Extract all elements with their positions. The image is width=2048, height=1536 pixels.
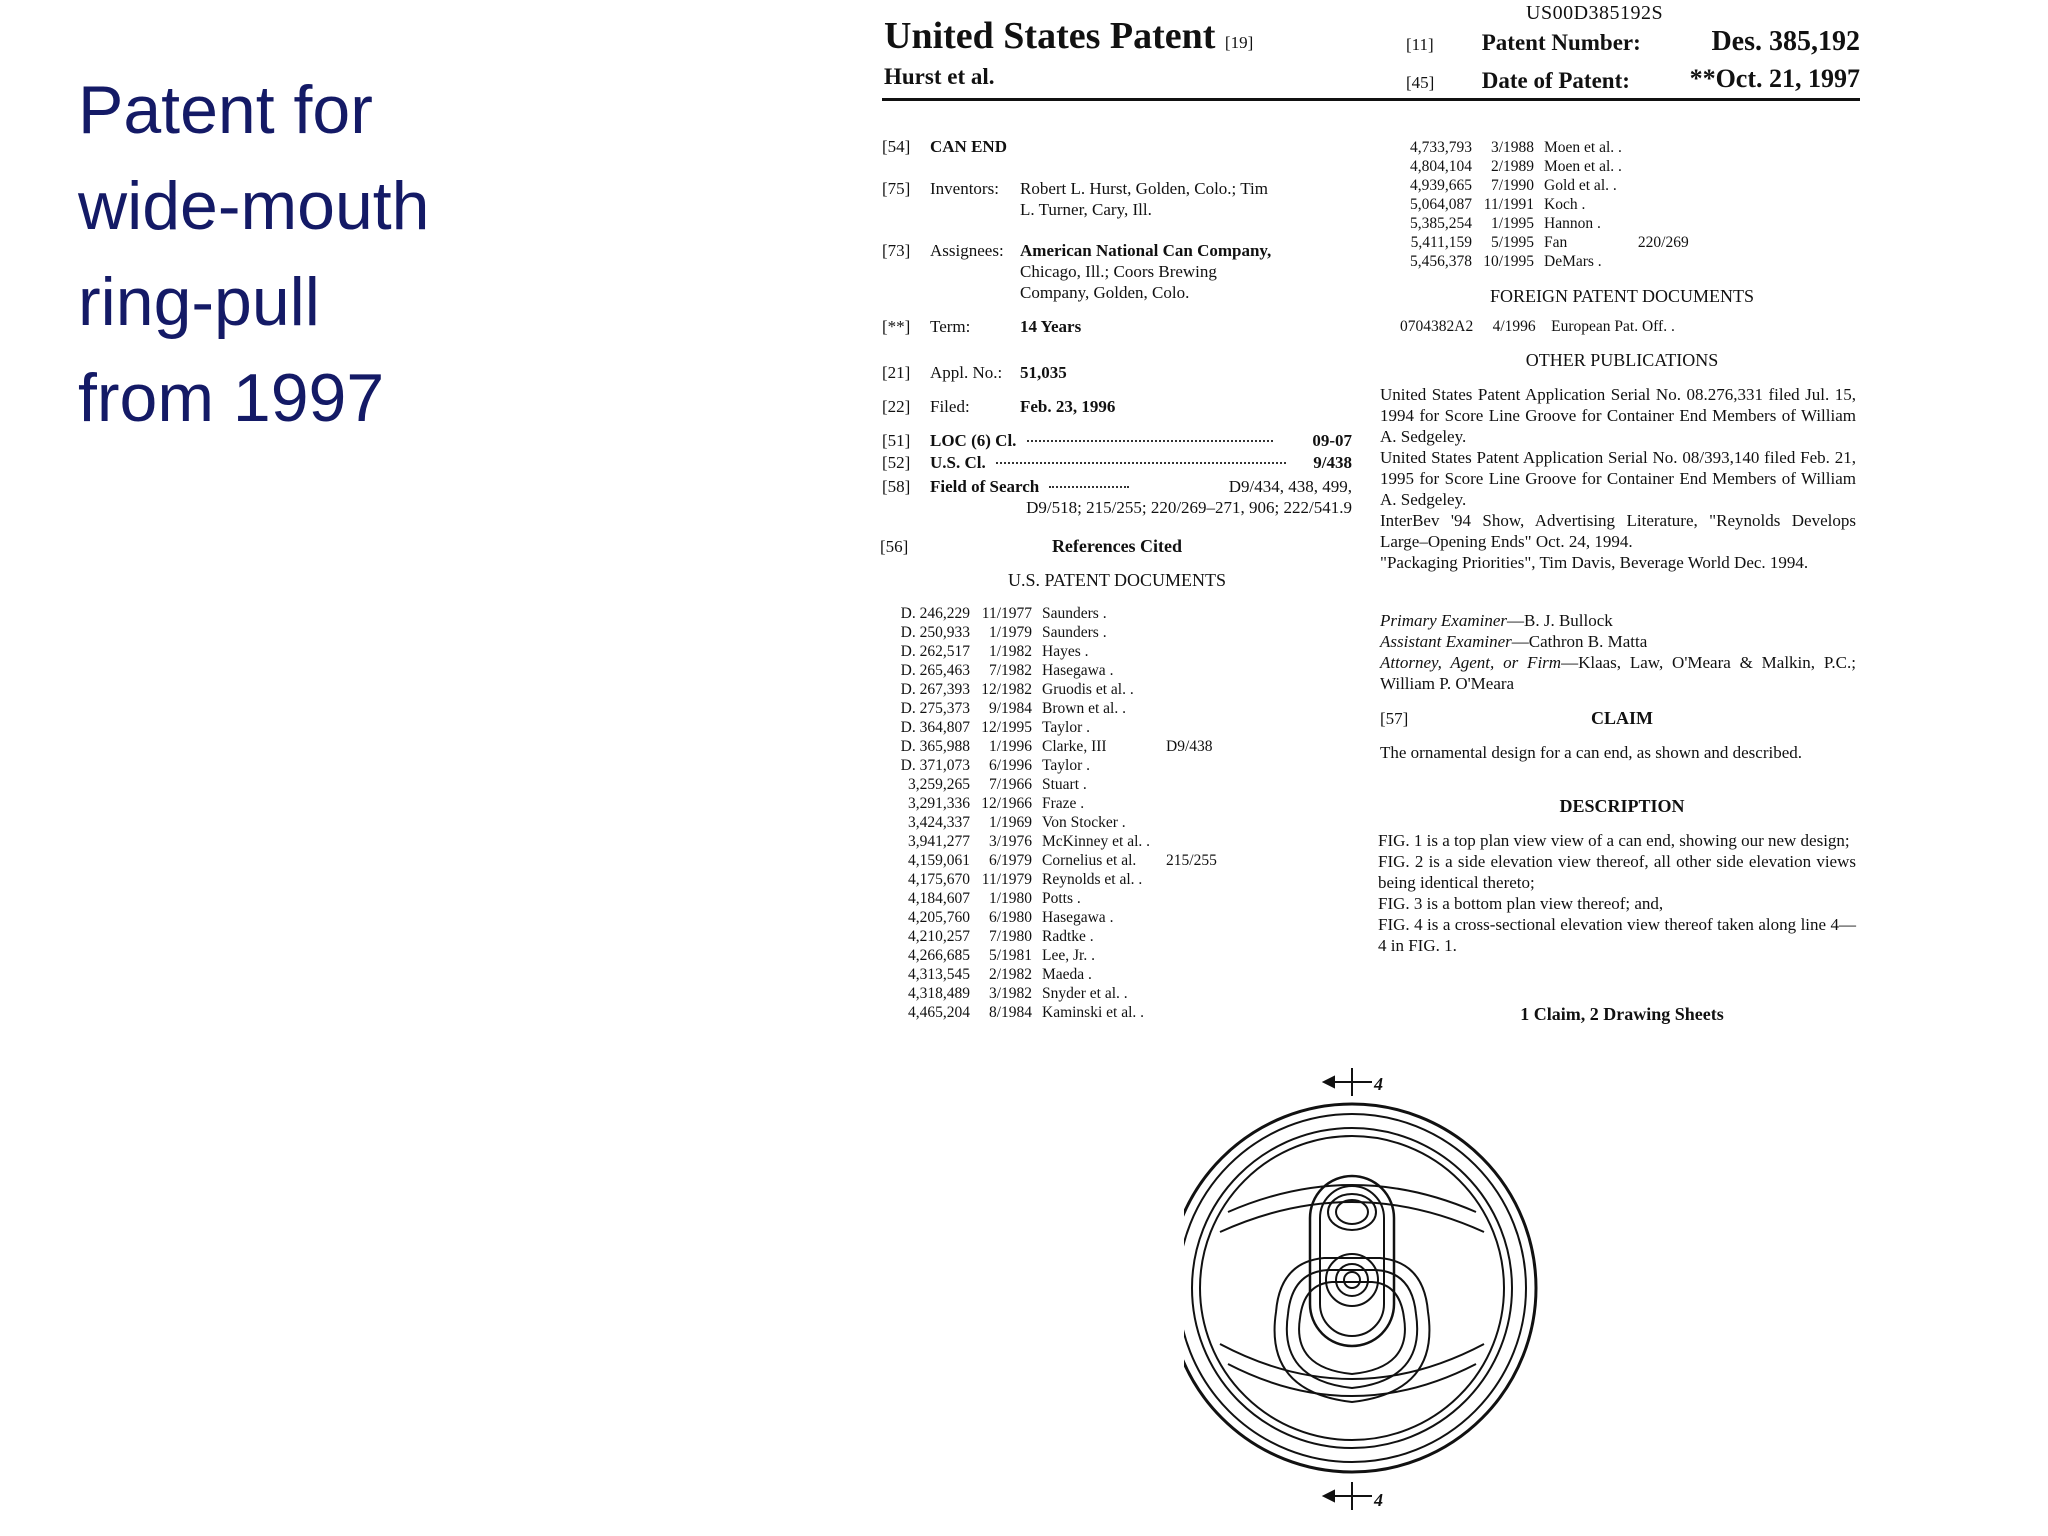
citation-date: 1/1969 <box>988 814 1032 831</box>
citation-date: 7/1980 <box>988 928 1032 945</box>
citation-class <box>1156 680 1223 699</box>
field-filed <box>882 396 1115 417</box>
citation-date: 1/1979 <box>988 624 1032 641</box>
tab-finger-hole-inner <box>1336 1200 1368 1224</box>
citation-number: 4,313,545 <box>908 966 970 983</box>
citation-date: 3/1982 <box>988 985 1032 1002</box>
citation-date: 12/1995 <box>981 719 1032 736</box>
citation-number: 4,939,665 <box>1410 177 1472 194</box>
citation-name: Hayes . <box>1042 643 1089 660</box>
claim-code: [57] <box>1380 709 1409 728</box>
citation-row <box>882 756 1223 775</box>
citation-class <box>1628 157 1695 176</box>
field-label: U.S. Cl. <box>930 453 986 472</box>
citation-name: Moen et al. . <box>1544 139 1622 156</box>
patent-number-row <box>1406 26 1860 57</box>
citation-date: 1/1996 <box>988 738 1032 755</box>
citation-number: 4,205,760 <box>908 909 970 926</box>
attorney <box>1380 652 1856 694</box>
citation-row <box>882 813 1223 832</box>
opening-outline <box>1275 1258 1430 1402</box>
citation-class <box>1156 984 1223 1003</box>
citation-date: 12/1982 <box>981 681 1032 698</box>
citation-class <box>1156 832 1223 851</box>
field-code: [75] <box>882 179 911 198</box>
can-rim-outer <box>1184 1104 1536 1472</box>
citation-date: 3/1988 <box>1490 139 1534 156</box>
citation-class <box>1156 813 1223 832</box>
citation-row <box>882 1003 1223 1022</box>
citation-name: Gold et al. . <box>1544 177 1617 194</box>
inventors-line: Robert L. Hurst, Golden, Colo.; Tim <box>1020 179 1268 198</box>
us-docs-table <box>882 604 1223 1022</box>
field-inventors <box>882 178 1268 199</box>
citation-name: Taylor . <box>1042 757 1090 774</box>
foreign-doc-date: 4/1996 <box>1492 318 1536 335</box>
primary-examiner <box>1380 610 1613 631</box>
rivet-inner <box>1336 1264 1368 1296</box>
field-search <box>882 476 1352 497</box>
citation-class <box>1156 661 1223 680</box>
field-uscl <box>882 452 1352 473</box>
field-label: Field of Search <box>930 477 1040 496</box>
citation-name: Lee, Jr. . <box>1042 947 1095 964</box>
citation-name: Cornelius et al. <box>1042 852 1137 869</box>
citation-date: 5/1995 <box>1490 234 1534 251</box>
publication: "Packaging Priorities", Tim Davis, Beverage World Dec. 1994. <box>1380 553 1809 572</box>
citation-name: DeMars . <box>1544 253 1602 270</box>
slide-title-line: Patent for <box>78 72 373 148</box>
citation-name: Reynolds et al. . <box>1042 871 1143 888</box>
dot-leader <box>1049 486 1129 488</box>
field-value: 51,035 <box>1020 363 1067 382</box>
claim-text: The ornamental design for a can end, as shown and described. <box>1380 743 1803 762</box>
citation-number: 4,804,104 <box>1410 158 1472 175</box>
citation-row <box>882 984 1223 1003</box>
citation-number: D. 267,393 <box>900 681 970 698</box>
citation-date: 3/1976 <box>988 833 1032 850</box>
citation-row <box>1384 195 1695 214</box>
field-label: Assignees: <box>930 241 1004 260</box>
citation-row <box>1384 214 1695 233</box>
citation-class <box>1156 794 1223 813</box>
citation-row <box>1384 176 1695 195</box>
citation-row <box>882 623 1223 642</box>
description-title: DESCRIPTION <box>1559 796 1685 816</box>
citation-date: 7/1990 <box>1490 177 1534 194</box>
citation-date: 1/1982 <box>988 643 1032 660</box>
field-code: [22] <box>882 397 911 416</box>
citation-number: D. 246,229 <box>900 605 970 622</box>
citation-name: Radtke . <box>1042 928 1094 945</box>
field-value: 09-07 <box>1312 431 1352 450</box>
invention-title: CAN END <box>930 137 1007 156</box>
citation-name: Hannon . <box>1544 215 1601 232</box>
field-value: —Klaas, Law, O'Meara & Malkin, P.C.; William P. O'Meara <box>1380 653 1856 693</box>
patent-title <box>884 14 1253 58</box>
field-title <box>882 136 1007 157</box>
citation-name: Saunders . <box>1042 624 1107 641</box>
citation-number: 5,064,087 <box>1410 196 1472 213</box>
citation-class <box>1156 870 1223 889</box>
description <box>1378 830 1856 956</box>
patent-document <box>870 0 1870 1536</box>
citation-class: D9/438 <box>1166 738 1213 755</box>
citation-class <box>1156 965 1223 984</box>
citation-number: 5,385,254 <box>1410 215 1472 232</box>
citation-row <box>882 965 1223 984</box>
foreign-doc-office: European Pat. Off. . <box>1551 318 1675 335</box>
other-pubs <box>1380 384 1856 573</box>
citation-name: Hasegawa . <box>1042 662 1114 679</box>
citation-date: 2/1989 <box>1490 158 1534 175</box>
refs-code: [56] <box>880 537 909 556</box>
patent-number-code: [11] <box>1406 35 1434 54</box>
patent-title-text: United States Patent <box>884 15 1216 57</box>
field-label: LOC (6) Cl. <box>930 431 1017 450</box>
citation-name: Kaminski et al. . <box>1042 1004 1145 1021</box>
field-code: [21] <box>882 363 911 382</box>
can-end-drawing <box>1184 1062 1564 1512</box>
field-search-cont: D9/518; 215/255; 220/269–271, 906; 222/541.9 <box>1026 498 1352 517</box>
refs-title: References Cited <box>1051 536 1183 556</box>
citation-class <box>1156 946 1223 965</box>
publication: InterBev '94 Show, Advertising Literature, "Reynolds Develops Large–Opening Ends" Oct. 24, 1994. <box>1380 511 1856 551</box>
field-code: [**] <box>882 317 911 336</box>
citation-number: D. 365,988 <box>900 738 970 755</box>
citation-date: 7/1982 <box>988 662 1032 679</box>
us-docs-cont-list <box>1384 138 1695 271</box>
field-label: Appl. No.: <box>930 363 1003 382</box>
citation-row <box>882 870 1223 889</box>
citation-name: Snyder et al. . <box>1042 985 1128 1002</box>
citation-number: 3,424,337 <box>908 814 970 831</box>
citation-class <box>1156 775 1223 794</box>
citation-date: 6/1979 <box>988 852 1032 869</box>
score-line <box>1228 1185 1476 1212</box>
citation-date: 9/1984 <box>988 700 1032 717</box>
citation-row <box>882 851 1223 870</box>
citation-number: D. 250,933 <box>900 624 970 641</box>
citation-date: 11/1979 <box>981 871 1032 888</box>
patent-date-label: Date of Patent: <box>1481 68 1630 93</box>
description-item: FIG. 4 is a cross-sectional elevation view thereof taken along line 4—4 in FIG. 1. <box>1378 915 1856 955</box>
citation-name: Moen et al. . <box>1544 158 1622 175</box>
citation-date: 1/1980 <box>988 890 1032 907</box>
patent-number-label: Patent Number: <box>1481 30 1641 55</box>
citation-row <box>882 642 1223 661</box>
citation-number: D. 364,807 <box>900 719 970 736</box>
citation-row <box>882 718 1223 737</box>
section-label: 4 <box>1374 1074 1383 1094</box>
field-value: 9/438 <box>1313 453 1352 472</box>
field-value: —B. J. Bullock <box>1507 611 1613 630</box>
citation-name: Gruodis et al. . <box>1042 681 1134 698</box>
citation-name: Koch . <box>1544 196 1586 213</box>
dot-leader <box>996 462 1286 464</box>
citation-name: Potts . <box>1042 890 1081 907</box>
citation-row <box>882 775 1223 794</box>
header-rule <box>882 98 1860 101</box>
citation-class <box>1156 1003 1223 1022</box>
citation-date: 7/1966 <box>988 776 1032 793</box>
citation-name: Hasegawa . <box>1042 909 1114 926</box>
citation-row <box>1384 138 1695 157</box>
citation-class <box>1628 252 1695 271</box>
citation-class <box>1156 756 1223 775</box>
citation-class <box>1156 604 1223 623</box>
description-item: FIG. 2 is a side elevation view thereof, all other side elevation views being identical thereto; <box>1378 852 1856 892</box>
citation-class <box>1156 927 1223 946</box>
us-docs-cont-table <box>1384 138 1695 271</box>
citation-row <box>882 832 1223 851</box>
foreign-doc <box>1400 318 1675 336</box>
citation-name: McKinney et al. . <box>1042 833 1151 850</box>
citation-row <box>882 604 1223 623</box>
citation-name: Taylor . <box>1042 719 1090 736</box>
citation-date: 6/1996 <box>988 757 1032 774</box>
citation-class <box>1156 718 1223 737</box>
document-id: US00D385192S <box>1526 2 1664 24</box>
other-pubs-title: OTHER PUBLICATIONS <box>1525 350 1719 370</box>
citation-date: 8/1984 <box>988 1004 1032 1021</box>
citation-name: Von Stocker . <box>1042 814 1126 831</box>
citation-class <box>1156 642 1223 661</box>
rivet-center <box>1344 1272 1360 1288</box>
section-label: 4 <box>1374 1490 1383 1510</box>
citation-date: 2/1982 <box>988 966 1032 983</box>
citation-row <box>882 737 1223 756</box>
citation-class <box>1628 214 1695 233</box>
citation-number: 4,184,607 <box>908 890 970 907</box>
slide-title-line: wide-mouth <box>78 168 430 244</box>
assignees-line: American National Can Company, <box>1020 241 1272 260</box>
citation-number: 5,456,378 <box>1410 253 1472 270</box>
citation-class: 215/255 <box>1166 852 1217 869</box>
citation-name: Brown et al. . <box>1042 700 1126 717</box>
citation-name: Maeda . <box>1042 966 1092 983</box>
citation-number: 4,175,670 <box>908 871 970 888</box>
citation-row <box>882 699 1223 718</box>
description-item: FIG. 1 is a top plan view view of a can end, showing our new design; <box>1378 831 1850 850</box>
citation-class <box>1628 138 1695 157</box>
citation-row <box>882 680 1223 699</box>
citation-class: 220/269 <box>1637 234 1689 251</box>
patent-number: Des. 385,192 <box>1711 26 1860 57</box>
slide-title <box>78 62 538 446</box>
patent-date-code: [45] <box>1406 73 1435 92</box>
citation-number: 3,259,265 <box>908 776 970 793</box>
slide-title-line: ring-pull <box>78 264 320 340</box>
citation-number: 5,411,159 <box>1410 234 1472 251</box>
citation-row <box>1384 233 1695 252</box>
patent-date: **Oct. 21, 1997 <box>1689 64 1860 93</box>
slide-title-line: from 1997 <box>78 360 385 436</box>
field-term <box>882 316 1081 337</box>
field-label: Term: <box>930 317 971 336</box>
dot-leader <box>1027 440 1273 442</box>
field-label: Inventors: <box>930 179 999 198</box>
citation-number: D. 371,073 <box>900 757 970 774</box>
field-value: —Cathron B. Matta <box>1511 632 1648 651</box>
section-arrow <box>1324 1077 1334 1087</box>
citation-number: 4,318,489 <box>908 985 970 1002</box>
field-label: Primary Examiner <box>1380 611 1508 630</box>
claim-title: CLAIM <box>1591 708 1653 728</box>
citation-class <box>1156 889 1223 908</box>
citation-class <box>1156 908 1223 927</box>
field-code: [54] <box>882 137 911 156</box>
citation-row <box>882 661 1223 680</box>
foreign-doc-number: 0704382A2 <box>1400 318 1474 335</box>
inventors-line: L. Turner, Cary, Ill. <box>1020 200 1152 219</box>
us-docs-list <box>882 604 1223 1022</box>
assignees-line: Chicago, Ill.; Coors Brewing <box>1020 262 1217 281</box>
field-code: [58] <box>882 477 911 496</box>
citation-class <box>1156 699 1223 718</box>
assignees-line: Company, Golden, Colo. <box>1020 283 1190 302</box>
citation-number: 3,291,336 <box>908 795 970 812</box>
citation-row <box>882 946 1223 965</box>
citation-name: Clarke, III <box>1042 738 1107 755</box>
citation-number: 4,266,685 <box>908 947 970 964</box>
claims-summary: 1 Claim, 2 Drawing Sheets <box>1520 1004 1724 1024</box>
patent-title-code: [19] <box>1224 33 1254 52</box>
field-code: [51] <box>882 431 911 450</box>
patent-date-row <box>1406 64 1860 94</box>
field-label: Attorney, Agent, or Firm <box>1380 653 1562 672</box>
citation-number: 4,159,061 <box>908 852 970 869</box>
us-docs-title: U.S. PATENT DOCUMENTS <box>1007 570 1227 590</box>
citation-class <box>1628 195 1695 214</box>
citation-row <box>1384 252 1695 271</box>
section-arrow <box>1324 1491 1334 1501</box>
citation-row <box>882 889 1223 908</box>
field-value: Feb. 23, 1996 <box>1020 397 1116 416</box>
citation-number: D. 265,463 <box>900 662 970 679</box>
citation-date: 5/1981 <box>988 947 1032 964</box>
citation-number: D. 262,517 <box>900 643 970 660</box>
description-item: FIG. 3 is a bottom plan view thereof; and, <box>1378 894 1664 913</box>
citation-name: Saunders . <box>1042 605 1107 622</box>
field-label: Filed: <box>930 397 970 416</box>
citation-date: 11/1977 <box>981 605 1032 622</box>
citation-date: 11/1991 <box>1483 196 1534 213</box>
citation-row <box>882 927 1223 946</box>
field-code: [52] <box>882 453 911 472</box>
citation-class <box>1156 623 1223 642</box>
publication: United States Patent Application Serial No. 08.276,331 filed Jul. 15, 1994 for Score Line Groove for Container End Members of William A. Sedgeley. <box>1380 385 1856 446</box>
rivet <box>1326 1254 1378 1306</box>
foreign-title: FOREIGN PATENT DOCUMENTS <box>1489 286 1755 306</box>
field-value: 14 Years <box>1020 317 1082 336</box>
field-code: [73] <box>882 241 911 260</box>
publication: United States Patent Application Serial No. 08/393,140 filed Feb. 21, 1995 for Score Line Groove for Container End Members of William A. Sedgeley. <box>1380 448 1856 509</box>
citation-date: 1/1995 <box>1490 215 1534 232</box>
citation-number: 4,465,204 <box>908 1004 970 1021</box>
field-assignees <box>882 240 1271 261</box>
citation-row <box>1384 157 1695 176</box>
citation-row <box>882 794 1223 813</box>
citation-number: 4,210,257 <box>908 928 970 945</box>
citation-number: D. 275,373 <box>900 700 970 717</box>
citation-name: Fan <box>1544 234 1568 251</box>
citation-date: 6/1980 <box>988 909 1032 926</box>
score-line <box>1220 1202 1484 1232</box>
field-value: D9/434, 438, 499, <box>1228 477 1352 496</box>
field-appl <box>882 362 1067 383</box>
citation-row <box>882 908 1223 927</box>
assistant-examiner <box>1380 631 1647 652</box>
citation-class <box>1628 176 1695 195</box>
citation-date: 12/1966 <box>981 795 1032 812</box>
pull-tab-inner <box>1320 1186 1384 1336</box>
citation-number: 3,941,277 <box>908 833 970 850</box>
inventors-short: Hurst et al. <box>884 64 995 89</box>
field-loc <box>882 430 1352 451</box>
field-label: Assistant Examiner <box>1380 632 1512 651</box>
citation-name: Fraze . <box>1042 795 1085 812</box>
citation-date: 10/1995 <box>1483 253 1534 270</box>
citation-number: 4,733,793 <box>1410 139 1472 156</box>
citation-name: Stuart . <box>1042 776 1087 793</box>
